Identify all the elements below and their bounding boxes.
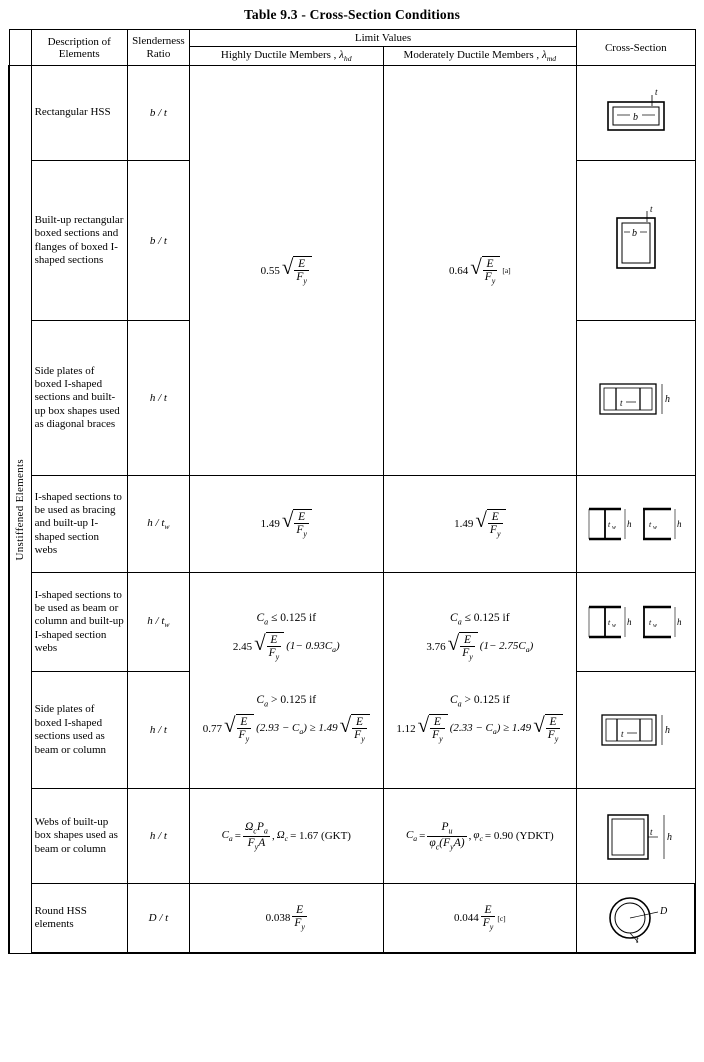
i-shape-icon	[581, 503, 635, 545]
equation-beam-hd-1: 2.45 √ $\frac{E}{F_y}$ $(1- 0.93C_a)$	[232, 630, 340, 662]
row-slenderness: h / t	[127, 672, 189, 789]
fraction-E-over-Fy: $\frac{E}{F_y}$	[482, 904, 494, 932]
svg-text:h: h	[626, 617, 632, 628]
header-slenderness-ratio: Slenderness Ratio	[127, 30, 189, 66]
equation-round-md	[454, 904, 506, 932]
limit-moderately-ductile-brace	[383, 476, 577, 573]
table-row	[9, 573, 695, 672]
lambda-md-symbol: $\lambda_{md}$	[541, 49, 557, 64]
table-header-row-1	[9, 30, 695, 47]
row-description: Side plates of boxed I-shaped sections and built-up box shapes used as diagonal braces	[31, 321, 127, 476]
cross-section-rect-hss	[577, 66, 695, 161]
row-slenderness: h / $t_w$	[127, 476, 189, 573]
sqrt-E-over-Fy: √ $\frac{E}{F_y}$	[533, 714, 563, 744]
table-row	[9, 789, 695, 884]
coefficient: 0.038	[265, 912, 291, 925]
ca-definition-lrfd	[383, 789, 577, 884]
limit-moderately-ductile-flange	[383, 66, 577, 476]
equation-beam-md-2: 1.12 √ $\frac{E}{F_y}$ $(2.33 - C_a) \ge 1.49$ √ $\frac{E}{F_y}$	[387, 708, 574, 750]
equation-round-hd	[266, 904, 307, 932]
svg-text:h: h	[664, 725, 670, 737]
footnote-marker: [a]	[502, 266, 511, 276]
svg-text:D: D	[659, 906, 667, 918]
group-label-cell-top	[9, 30, 31, 47]
coefficient: 0.55	[260, 264, 280, 277]
boxed-built-up-icon	[590, 202, 682, 280]
equation-ca-lrfd: $C_a$ = $\frac{P_u}{\varphi_c(F_yA)}$ , $\varphi_c$ = 0.90 (YDKT)	[405, 820, 554, 851]
cross-section-round-hss	[577, 884, 695, 954]
page-title: Table 9.3 - Cross-Section Conditions	[243, 7, 461, 22]
i-shape-icon	[581, 601, 635, 643]
limit-highly-ductile-beam	[190, 573, 384, 789]
sqrt-E-over-Fy: √ $\frac{E}{F_y}$	[475, 509, 505, 539]
coefficient: 1.12	[396, 722, 416, 735]
coefficient: 1.49	[454, 518, 474, 531]
equation-ca-asd: $C_a$ = $\frac{\Omega_cP_a}{F_yA}$ , $\Omega_c$ = 1.67 (GKT)	[221, 820, 351, 851]
sqrt-E-over-Fy: √ $\frac{E}{F_y}$	[254, 632, 284, 662]
row-slenderness: h / t	[127, 789, 189, 884]
svg-text:t: t	[607, 618, 611, 628]
svg-text:t: t	[654, 87, 658, 98]
divider	[193, 674, 380, 688]
cross-section-box-web	[577, 789, 695, 884]
svg-text:t: t	[607, 520, 611, 530]
equation-beam-md-1: 3.76 √ $\frac{E}{F_y}$ $(1- 2.75C_a)$	[426, 630, 534, 662]
row-slenderness: D / t	[127, 884, 189, 954]
svg-text:b: b	[631, 227, 637, 239]
sqrt-E-over-Fy: √ $\frac{E}{F_y}$	[282, 509, 312, 539]
header-limit-values: Limit Values	[190, 30, 577, 47]
svg-text:w: w	[652, 525, 657, 532]
row-description: I-shaped sections to be used as bracing and built-up I-shaped section webs	[31, 476, 127, 573]
cross-section-side-plates-beam	[577, 672, 695, 789]
coefficient: 2.45	[232, 640, 253, 653]
svg-text:h: h	[676, 519, 682, 530]
row-description: Built-up rectangular boxed sections and flanges of boxed I-shaped sections	[31, 161, 127, 321]
limit-moderately-ductile-beam	[383, 573, 577, 789]
coefficient: 3.76	[426, 640, 446, 653]
rect-hss-icon	[590, 84, 682, 142]
equation-brace-hd	[261, 509, 312, 539]
equation-beam-hd-2: 0.77 √ $\frac{E}{F_y}$ $(2.93 - C_a) \ge 1.49$ √ $\frac{E}{F_y}$	[193, 708, 380, 750]
row-slenderness: b / t	[127, 66, 189, 161]
sqrt-E-over-Fy: √ $\frac{E}{F_y}$	[224, 714, 254, 744]
header-description: Description of Elements	[31, 30, 127, 66]
table-row	[9, 884, 695, 954]
limit-highly-ductile-round	[190, 884, 384, 954]
svg-text:t: t	[649, 827, 653, 838]
cross-section-i-shapes-pair-beam	[577, 573, 695, 672]
ca-definition-asd	[190, 789, 384, 884]
svg-text:t: t	[648, 520, 651, 530]
svg-text:w: w	[611, 525, 616, 532]
side-plates-brace-icon	[584, 370, 688, 426]
header-cross-section: Cross-Section	[577, 30, 695, 66]
svg-text:h: h	[666, 832, 672, 844]
svg-text:w: w	[652, 623, 657, 630]
row-slenderness: h / $t_w$	[127, 573, 189, 672]
svg-text:t: t	[635, 935, 639, 945]
cross-section-conditions-table	[8, 29, 696, 954]
svg-text:h: h	[676, 617, 682, 628]
sqrt-E-over-Fy: √ $\frac{E}{F_y}$	[448, 632, 478, 662]
row-slenderness: h / t	[127, 321, 189, 476]
row-slenderness: b / t	[127, 161, 189, 321]
svg-text:t: t	[619, 398, 623, 409]
row-description: Round HSS elements	[31, 884, 127, 954]
sqrt-E-over-Fy: √ $\frac{E}{F_y}$	[340, 714, 370, 744]
round-hss-icon	[590, 892, 682, 944]
svg-text:h: h	[626, 519, 632, 530]
lambda-hd-symbol: $\lambda_{hd}$	[339, 49, 352, 64]
row-description: I-shaped sections to be used as beam or column and built-up I-shaped section webs	[31, 573, 127, 672]
row-description: Side plates of boxed I-shaped sections used as beam or column	[31, 672, 127, 789]
fraction-E-over-Fy: $\frac{E}{F_y}$	[294, 904, 305, 932]
row-description: Rectangular HSS	[31, 66, 127, 161]
equation-flange-md	[449, 256, 511, 286]
i-shape-pair	[580, 601, 691, 643]
coefficient: 0.044	[454, 912, 479, 925]
limit-moderately-ductile-round	[383, 884, 577, 954]
table-row	[9, 476, 695, 573]
channel-shape-icon	[637, 601, 691, 643]
box-web-icon	[586, 805, 686, 867]
footnote-marker: [c]	[497, 913, 506, 923]
coefficient: 1.49	[260, 518, 280, 531]
cross-section-boxed-built-up	[577, 161, 695, 321]
svg-text:h: h	[664, 394, 670, 406]
group-label-unstiffened-elements: Unstiffened Elements	[9, 66, 31, 954]
sqrt-E-over-Fy: √ $\frac{E}{F_y}$	[418, 714, 448, 744]
cross-section-side-plates-brace	[577, 321, 695, 476]
sqrt-E-over-Fy: √ $\frac{E}{F_y}$	[282, 256, 312, 286]
equation-flange-hd	[261, 256, 312, 286]
svg-text:w: w	[611, 623, 616, 630]
limit-highly-ductile-brace	[190, 476, 384, 573]
sqrt-E-over-Fy: √ $\frac{E}{F_y}$	[470, 256, 500, 286]
coefficient: 0.64	[448, 264, 469, 277]
cross-section-i-shapes-pair-brace	[577, 476, 695, 573]
svg-text:t: t	[620, 729, 624, 740]
side-plates-beam-icon	[584, 703, 688, 757]
table-row	[9, 66, 695, 161]
condition-ca-le: $C_a \le 0.125$ if	[450, 611, 510, 626]
condition-ca-gt: $C_a > 0.125$ if	[449, 693, 510, 708]
limit-highly-ductile-flange	[190, 66, 384, 476]
fraction: $\frac{P_u}{\varphi_c(F_yA)}$	[429, 820, 465, 851]
divider	[387, 674, 574, 688]
svg-text:b: b	[632, 112, 638, 124]
svg-text:t: t	[649, 203, 653, 214]
equation-brace-md	[454, 509, 505, 539]
header-moderately-ductile	[383, 47, 577, 66]
header-highly-ductile	[190, 47, 384, 66]
header-highly-ductile-text: Highly Ductile Members ,	[220, 49, 337, 61]
svg-text:t: t	[648, 618, 651, 628]
condition-ca-le: $C_a \le 0.125$ if	[256, 611, 317, 626]
row-description: Webs of built-up box shapes used as beam or column	[31, 789, 127, 884]
group-label-cell-top2	[9, 47, 31, 66]
condition-ca-gt: $C_a > 0.125$ if	[256, 693, 317, 708]
coefficient: 0.77	[202, 722, 223, 735]
header-moderately-ductile-text: Moderately Ductile Members ,	[403, 49, 540, 61]
fraction: $\frac{\Omega_cP_a}{F_yA}$	[244, 820, 268, 851]
channel-shape-icon	[637, 503, 691, 545]
i-shape-pair	[580, 503, 691, 545]
